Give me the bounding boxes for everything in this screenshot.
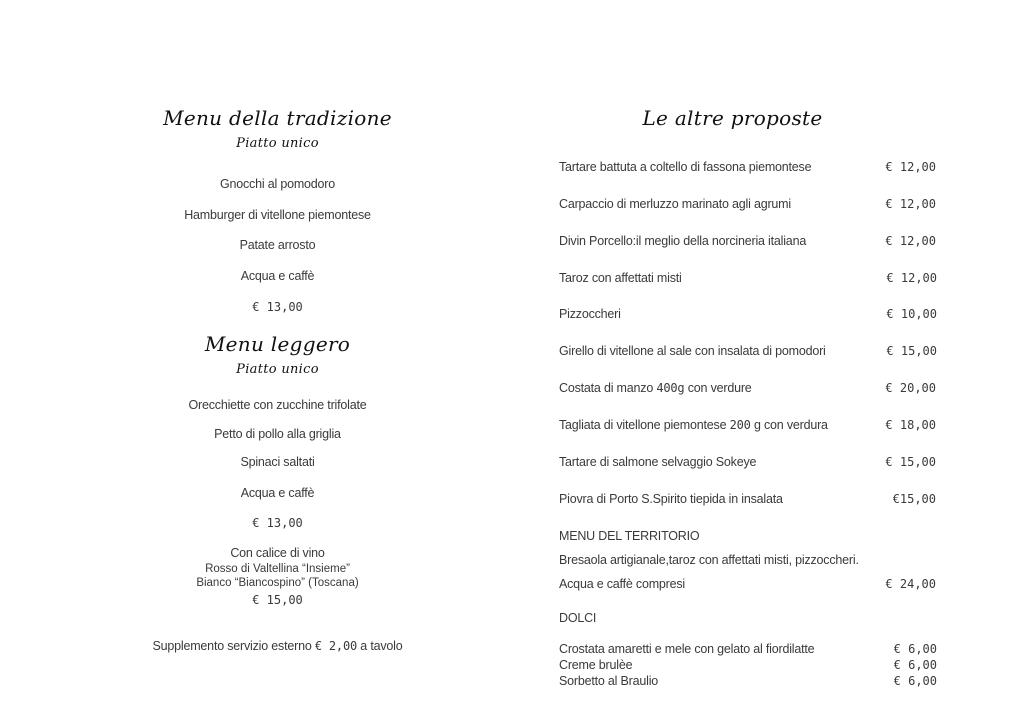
dish-quantity: 200	[729, 418, 751, 432]
dish-price: €15,00	[892, 492, 936, 506]
dish-quantity: 400g	[656, 381, 685, 395]
tradizione-title: Menu della tradizione	[163, 106, 392, 130]
dish-name: Girello di vitellone al sale con insalata di pomodori	[559, 344, 826, 358]
territorio-line: Bresaola artigianale,taroz con affettati misti, pizzoccheri.	[559, 553, 859, 567]
dolci-heading: DOLCI	[559, 611, 597, 625]
dish-price: € 12,00	[885, 197, 936, 211]
dessert-name: Crostata amaretti e mele con gelato al fiordilatte	[559, 642, 815, 656]
tradizione-item: Gnocchi al pomodoro	[219, 177, 336, 191]
tradizione-item: Acqua e caffè	[240, 269, 315, 283]
dessert-price: € 6,00	[893, 658, 937, 672]
dish-name: Tartare di salmone selvaggio Sokeye	[559, 455, 757, 469]
tradizione-subtitle: Piatto unico	[236, 136, 319, 151]
dessert-price: € 6,00	[893, 674, 937, 688]
dish-name: Piovra di Porto S.Spirito tiepida in insalata	[559, 492, 783, 506]
dish-name-part: Costata di manzo	[559, 381, 654, 395]
wine-title: Con calice di vino	[230, 546, 325, 560]
dish-price: € 12,00	[885, 160, 936, 174]
dessert-name: Sorbetto al Braulio	[559, 674, 659, 688]
territorio-price: € 24,00	[885, 577, 936, 591]
wine-price: € 15,00	[252, 593, 303, 607]
leggero-title: Menu leggero	[204, 332, 351, 356]
dish-price: € 12,00	[885, 234, 936, 248]
dish-name: Divin Porcello:il meglio della norcineria italiana	[559, 234, 807, 248]
dish-name	[559, 418, 828, 432]
supplement-price: € 2,00	[314, 639, 358, 653]
tradizione-price: € 13,00	[252, 300, 303, 314]
dish-name: Carpaccio di merluzzo marinato agli agrumi	[559, 197, 791, 211]
dish-name	[559, 381, 752, 395]
dish-name-part: Tagliata di vitellone piemontese	[559, 418, 727, 432]
dish-price: € 10,00	[886, 307, 937, 321]
supplement-suffix: a tavolo	[360, 639, 403, 653]
leggero-item: Petto di pollo alla griglia	[214, 427, 341, 441]
leggero-item: Acqua e caffè	[240, 486, 315, 500]
territorio-line: Acqua e caffè compresi	[559, 577, 685, 591]
dish-name: Taroz con affettati misti	[559, 271, 682, 285]
leggero-subtitle: Piatto unico	[236, 362, 319, 377]
dish-price: € 12,00	[886, 271, 937, 285]
dish-price: € 18,00	[885, 418, 936, 432]
supplement-line	[100, 639, 455, 653]
leggero-item: Spinaci saltati	[240, 455, 315, 469]
dish-name: Tartare battuta a coltello di fassona piemontese	[559, 160, 812, 174]
tradizione-item: Patate arrosto	[239, 238, 316, 252]
leggero-item: Orecchiette con zucchine trifolate	[188, 398, 367, 412]
territorio-heading: MENU DEL TERRITORIO	[559, 529, 700, 543]
dish-price: € 15,00	[885, 455, 936, 469]
dessert-name: Creme brulèe	[559, 658, 633, 672]
wine-option: Bianco “Biancospino” (Toscana)	[196, 577, 359, 589]
wine-option: Rosso di Valtellina “Insieme”	[205, 563, 350, 575]
leggero-price: € 13,00	[252, 516, 303, 530]
supplement-text: Supplemento servizio esterno	[152, 639, 312, 653]
dish-name: Pizzoccheri	[559, 307, 621, 321]
dish-name-part: con verdure	[687, 381, 752, 395]
dessert-price: € 6,00	[893, 642, 937, 656]
tradizione-item: Hamburger di vitellone piemontese	[184, 208, 371, 222]
altre-proposte-title: Le altre proposte	[642, 106, 823, 130]
dish-name-part: g con verdura	[753, 418, 828, 432]
dish-price: € 20,00	[885, 381, 936, 395]
dish-price: € 15,00	[886, 344, 937, 358]
